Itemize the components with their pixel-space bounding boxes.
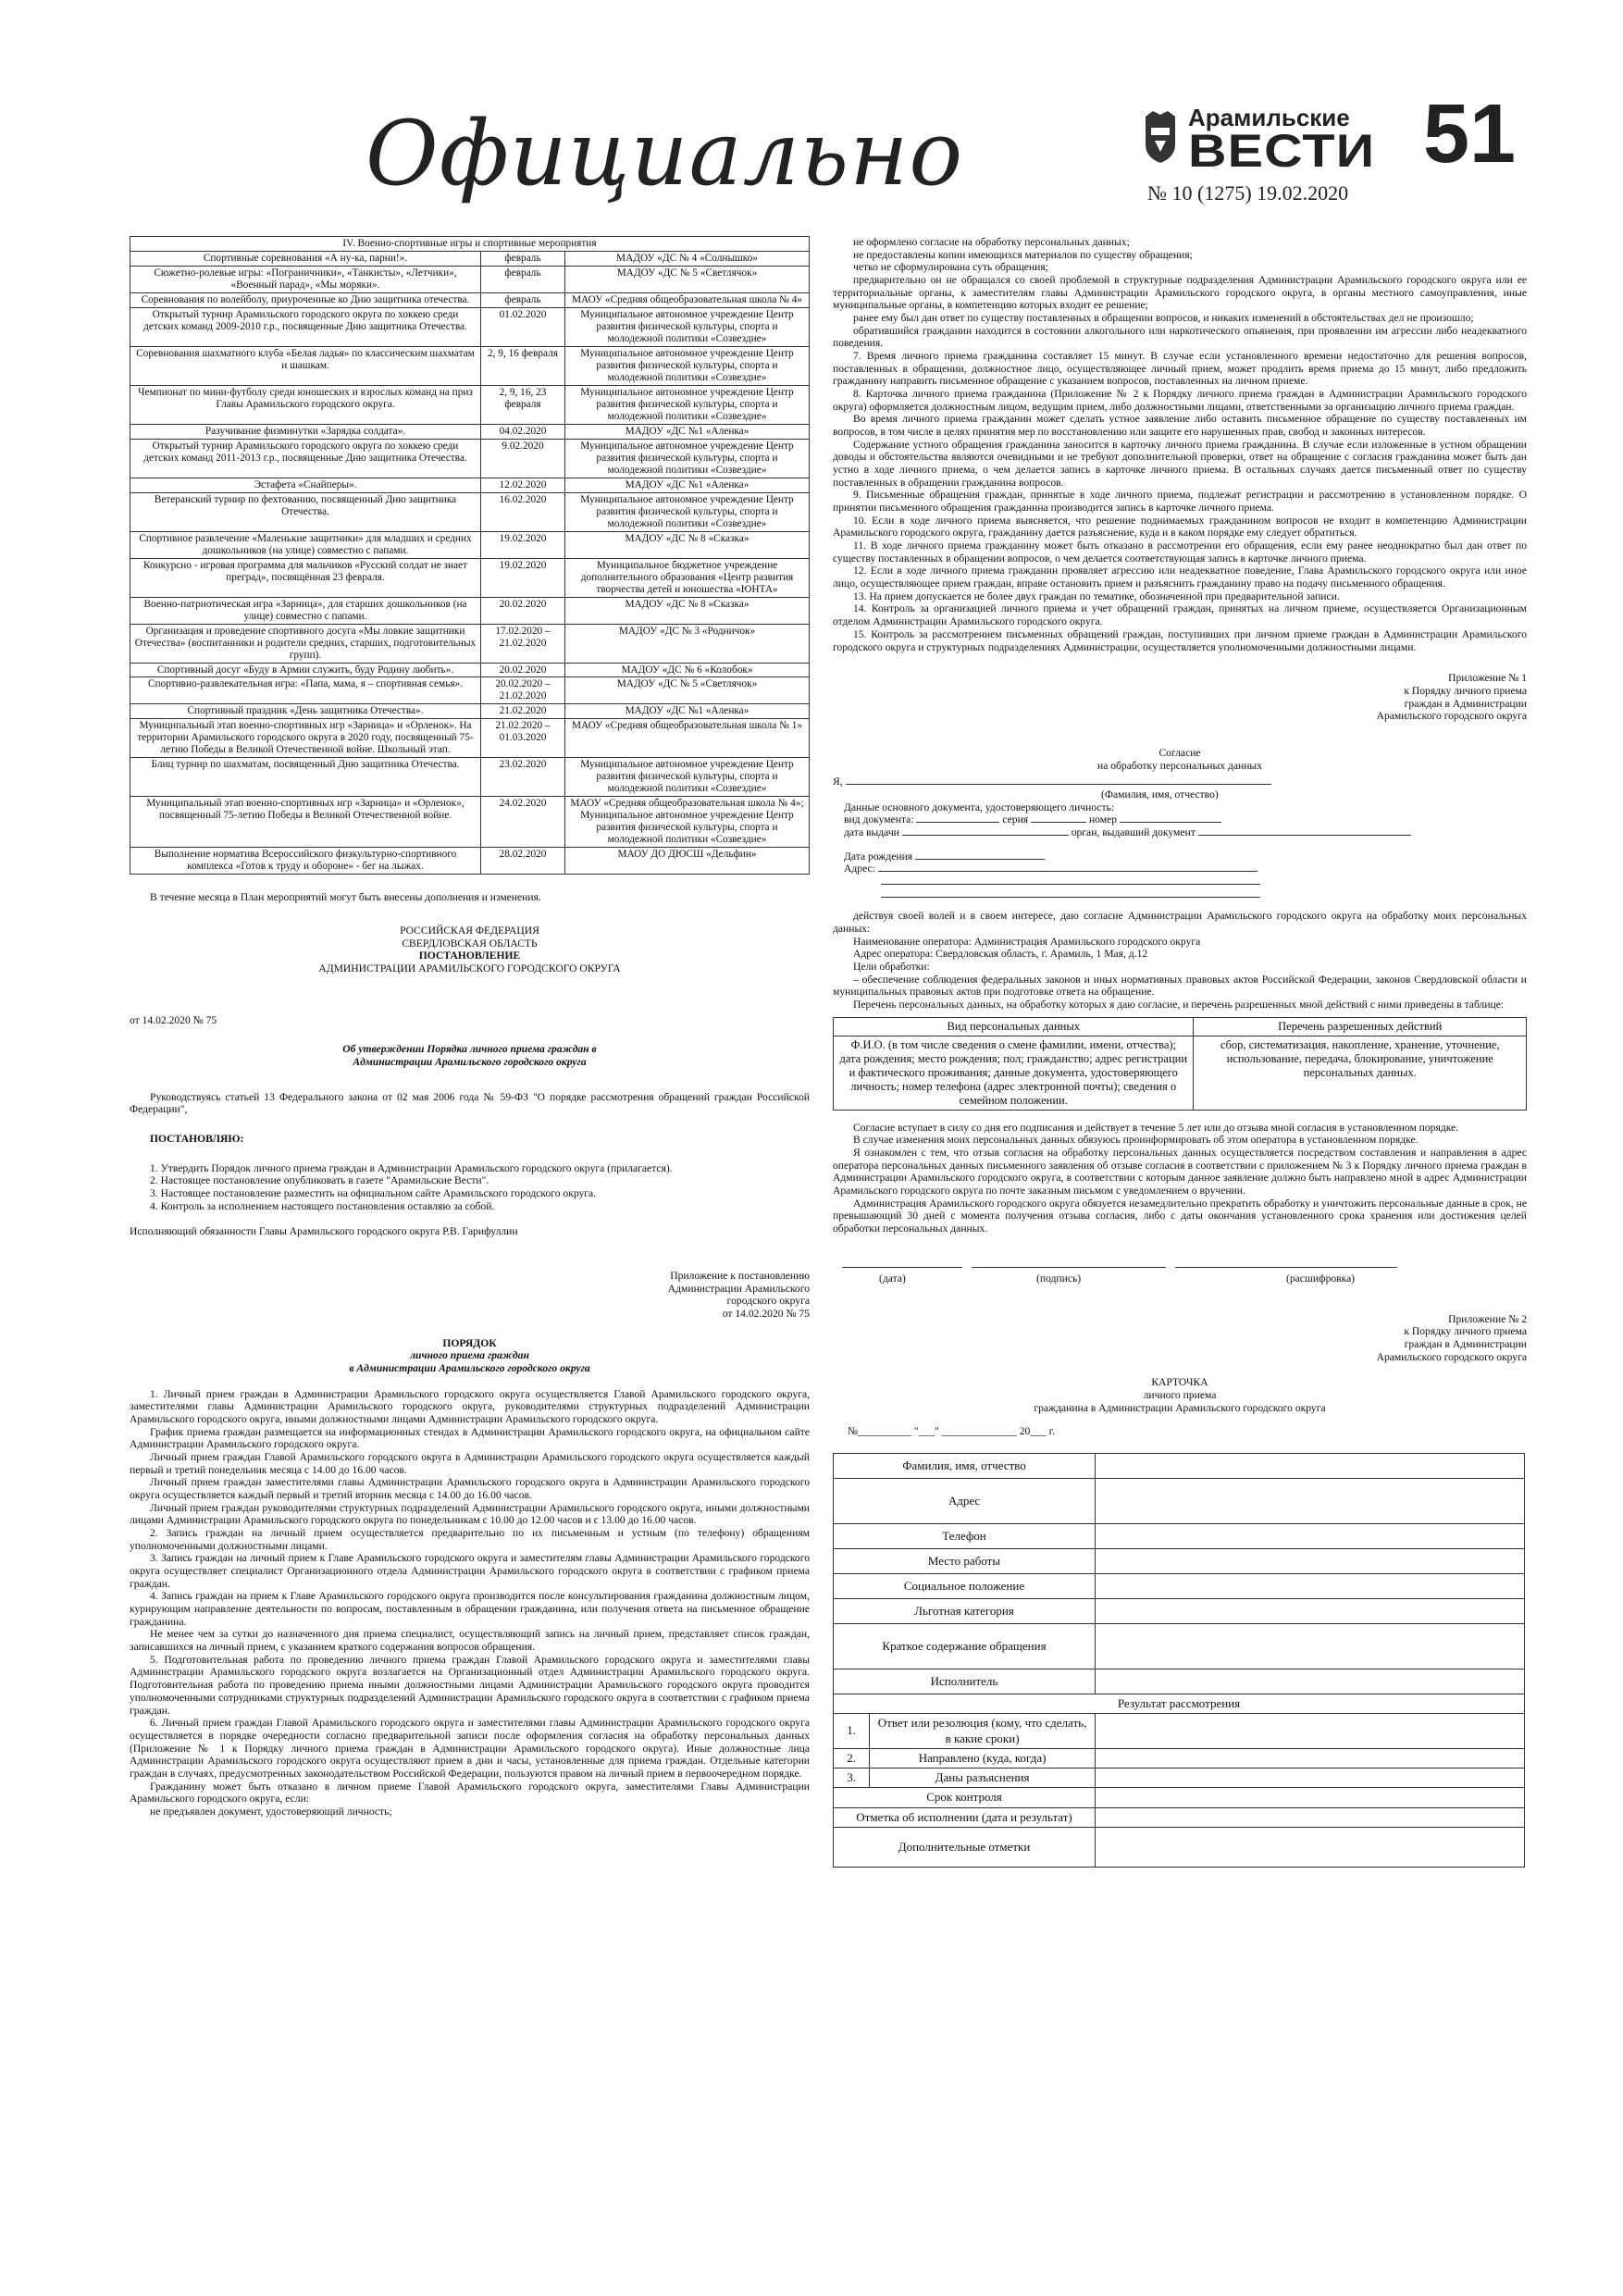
event-organizer: МАДОУ «ДС №1 «Аленка»: [565, 424, 810, 439]
card-title-line: гражданина в Администрации Арамильского городского округа: [1034, 1401, 1326, 1414]
event-organizer: МАДОУ «ДС № 5 «Светлячок»: [565, 677, 810, 704]
event-date: 21.02.2020: [481, 704, 565, 719]
order-paragraph: 10. Если в ходе личного приема выясняется, что решение поднимаемых гражданином вопросов не входит в компетенцию Администрации Арамильского городского округа, гражданину дается разъяснение, куда и в каком порядке ему следует обратиться.: [833, 514, 1527, 540]
card-row: [834, 1549, 1525, 1574]
event-name: Соревнования шахматного клуба «Белая ладья» по классическим шахматам и шашкам.: [130, 346, 481, 385]
decree-header-line: РОССИЙСКАЯ ФЕДЕРАЦИЯ: [400, 924, 539, 937]
card-result-heading: Результат рассмотрения: [834, 1694, 1525, 1714]
card-field-value: [1096, 1669, 1525, 1694]
logo-top-text: Арамильские: [1188, 104, 1350, 131]
events-table-row: [130, 439, 810, 478]
decree-title-line: Администрации Арамильского городского округа: [353, 1055, 587, 1068]
series-label: серия: [1002, 813, 1029, 826]
signature-block: [833, 1267, 1527, 1300]
order-paragraph: Личный прием граждан Главой Арамильского городского округа в Администрации Арамильского городского округа осуществляется каждый первый и третий понедельник месяца с 14.00 до 16.00 часов.: [130, 1451, 810, 1476]
event-date: 20.02.2020: [481, 663, 565, 677]
card-field-value: [1096, 1479, 1525, 1524]
signature-caption: (подпись): [1036, 1272, 1082, 1285]
card-field-label: Фамилия, имя, отчество: [834, 1454, 1096, 1479]
date-line: [842, 1267, 962, 1268]
card-row: [834, 1524, 1525, 1549]
event-name: Муниципальный этап военно-спортивных игр «Зарница» и «Орленок», посвященный 75-летию Победы в Великой Отечественной войне.: [130, 797, 481, 848]
consent-paragraph: Адрес оператора: Свердловская область, г. Арамиль, 1 Мая, д.12: [853, 948, 1148, 961]
event-organizer: Муниципальное автономное учреждение Центр развития физической культуры, спорта и молодежной политики «Созвездие»: [565, 385, 810, 424]
logo-main-text: ВЕСТИ: [1188, 125, 1376, 177]
decree-title: [130, 1043, 810, 1068]
order-paragraph: 7. Время личного приема гражданина составляет 15 минут. В случае если установленного времени недостаточно для решения вопросов, поставленных в обращении, должностное лицо, осуществляющее личный прием, может продлить время приема до 15 минут, либо предложить гражданину направить письменное обращение с указанием вопросов, поставленных на личном приеме.: [833, 350, 1527, 388]
consent-title: [833, 747, 1527, 772]
event-organizer: МАОУ «Средняя общеобразовательная школа № 4»: [565, 292, 810, 307]
events-table-row: [130, 558, 810, 597]
order-paragraph: не оформлено согласие на обработку персональных данных;: [853, 236, 1130, 248]
order-title: [130, 1337, 810, 1375]
card-field-value: [1096, 1807, 1525, 1827]
event-organizer: Муниципальное бюджетное учреждение дополнительного образования «Центр развития творчества детей и юношества «ЮНТА»: [565, 558, 810, 597]
appendix2-reference: [833, 1313, 1527, 1364]
card-row: [834, 1574, 1525, 1599]
event-date: 19.02.2020: [481, 558, 565, 597]
card-field-label: Отметка об исполнении (дата и результат): [834, 1807, 1096, 1827]
card-field-value: [1096, 1599, 1525, 1624]
birth-line: [915, 859, 1045, 860]
appendix1-ref-line: граждан в Администрации: [1404, 697, 1527, 710]
decree-point: 4. Контроль за исполнением настоящего постановления оставляю за собой.: [150, 1199, 495, 1212]
appendix2-ref-line: к Порядку личного приема: [1404, 1325, 1527, 1338]
order-paragraph: Личный прием граждан руководителями структурных подразделений Администрации Арамильского городского округа, иными должностными лицами Администрации Арамильского городского округа по понедельникам с 10.00 до 12.00 часов и с 13.00 до 16.00 часов.: [130, 1501, 810, 1527]
issuer-line: [1198, 835, 1411, 836]
card-row: [834, 1807, 1525, 1827]
appendix-ref-line: городского округа: [726, 1295, 810, 1308]
card-numbered-row: [834, 1748, 1525, 1768]
events-table: [130, 236, 810, 875]
event-date: февраль: [481, 251, 565, 266]
card-field-value: [1096, 1748, 1525, 1768]
card-row: [834, 1454, 1525, 1479]
after-table-note: В течение месяца в План мероприятий могут быть внесены дополнения и изменения.: [150, 891, 541, 904]
section-title: Официально: [365, 102, 964, 205]
event-date: февраль: [481, 292, 565, 307]
pd-header: Перечень разрешенных действий: [1194, 1017, 1527, 1036]
event-name: Разучивание физминутки «Зарядка солдата».: [130, 424, 481, 439]
consent-paragraph: Перечень персональных данных, на обработку которых я даю согласие, и перечень разрешенных мной действий с ними приведены в таблице:: [853, 998, 1505, 1011]
event-name: Открытый турнир Арамильского городского округа по хоккею среди детских команд 2009-2010 г.р., посвященные Дню защитника Отечества.: [130, 307, 481, 346]
event-date: 20.02.2020 – 21.02.2020: [481, 677, 565, 704]
order-paragraph: предварительно он не обращался со своей проблемой в структурные подразделения Администрации Арамильского городского округа или ее территориальные органы, к заместителям главы Администрации Арамильского городского округа, в органы местного самоуправления, иные муниципальные органы, в компетенцию которых входит ее решение;: [833, 274, 1527, 312]
card-field-value: [1096, 1524, 1525, 1549]
card-field-value: [1096, 1769, 1525, 1788]
decipher-caption: (расшифровка): [1286, 1272, 1356, 1285]
pd-header: Вид персональных данных: [834, 1017, 1194, 1036]
order-paragraph: 11. В ходе личного приема гражданину может быть отказано в рассмотрении его обращения, если ему ранее неоднократно был дан ответ по существу поставленных в обращении вопросов, о чем делается соответствующая запись в карточке личного приема.: [833, 540, 1527, 565]
decree-preamble: Руководствуясь статьей 13 Федерального закона от 02 мая 2006 года № 59-ФЗ "О порядке рассмотрения обращений граждан Российской Федерации",: [130, 1090, 810, 1116]
order-paragraph: Содержание устного обращения гражданина заносится в карточку личного приема гражданина. В случае если изложенные в устном обращении доводы и обстоятельства являются очевидными и не требуют дополнительной проверки, ответ на обращение с согласия гражданина может быть дан устно в ходе личного приема, о чем делается запись в карточке личного приема. В остальных случаях дается письменный ответ по существу поставленных в обращении гражданина вопросов.: [833, 438, 1527, 489]
events-table-row: [130, 424, 810, 439]
card-field-label: Ответ или резолюция (кому, что сделать, в какие сроки): [870, 1714, 1096, 1749]
appendix1-reference: [833, 672, 1527, 723]
events-table-row: [130, 307, 810, 346]
decree-point: 3. Настоящее постановление разместить на официальном сайте Арамильского городского округа.: [150, 1186, 597, 1199]
appendix1-ref-line: Приложение № 1: [1448, 672, 1527, 685]
consent-paragraph: – обеспечение соблюдения федеральных законов и иных нормативных правовых актов Российской Федерации, законов Свердловской области и муниципальных правовых актов при подготовке ответа на обращение.: [833, 973, 1527, 999]
order-paragraph: 12. Если в ходе личного приема гражданин проявляет агрессию или неадекватное поведение, Глава Арамильского городского округа или иное лицо, осуществляющее прием граждан, вправе остановить прием и разъяснить гражданину право на подачу письменного обращения.: [833, 565, 1527, 590]
order-paragraph: 5. Подготовительная работа по проведению личного приема граждан Главой Арамильского городского округа и заместителями главы Администрации Арамильского городского округа возлагается на Организационный отдел Администрации Арамильского городского округа. Подготовительная работа по проведению приема иными должностными лицами Администрации Арамильского городского округа проводится уполномоченными сотрудниками структурных подразделений Администрации Арамильского городского округа в соответствии с графиком приема граждан.: [130, 1653, 810, 1717]
doc-type-line: [916, 822, 999, 823]
consent-term-paragraph: Администрация Арамильского городского округа обязуется незамедлительно прекратить обработку и уничтожить персональные данные в срок, не превышающий 30 дней с момента получения отзыва согласия, либо с даты окончания установленного срока хранения или достижения целей обработки персональных данных.: [833, 1197, 1527, 1235]
newspaper-logo: [1140, 100, 1376, 177]
event-name: Муниципальный этап военно-спортивных игр «Зарница» и «Орленок». На территории Арамильского городского округа в 2020 году, посвященный 75-летию Победы в Великой Отечественной войне. Школьный этап.: [130, 719, 481, 758]
series-line: [1031, 822, 1086, 823]
events-table-row: [130, 266, 810, 292]
decree-resolve: ПОСТАНОВЛЯЮ:: [150, 1132, 244, 1145]
events-table-row: [130, 704, 810, 719]
event-date: 21.02.2020 – 01.03.2020: [481, 719, 565, 758]
card-field-label: Телефон: [834, 1524, 1096, 1549]
event-name: Спортивный праздник «День защитника Отечества».: [130, 704, 481, 719]
card-field-label: Место работы: [834, 1549, 1096, 1574]
event-name: Эстафета «Снайперы».: [130, 478, 481, 492]
card-field-value: [1096, 1714, 1525, 1749]
appendix-ref-line: Приложение к постановлению: [670, 1270, 810, 1282]
event-organizer: Муниципальное автономное учреждение Центр развития физической культуры, спорта и молодежной политики «Созвездие»: [565, 439, 810, 478]
order-paragraph: 4. Запись граждан на прием к Главе Арамильского городского округа производится после консультирования гражданина должностным лицом, курирующим направление деятельности по вопросам, поставленным в обращении гражданина, или получения ответа на письменное обращение гражданина.: [130, 1590, 810, 1628]
card-field-label: Адрес: [834, 1479, 1096, 1524]
order-paragraph: обратившийся гражданин находится в состоянии алкогольного или наркотического опьянения, при проявлении им агрессии либо неадекватного поведения.: [833, 324, 1527, 350]
event-date: февраль: [481, 266, 565, 292]
card-row-number: 1.: [834, 1714, 870, 1749]
decree-date: от 14.02.2020 № 75: [130, 1013, 217, 1026]
fio-hint: (Фамилия, имя, отчество): [1101, 788, 1219, 800]
consent-term-paragraph: Согласие вступает в силу со дня его подписания и действует в течение 5 лет или до отзыва мной согласия в установленном порядке.: [853, 1121, 1459, 1134]
card-field-label: Краткое содержание обращения: [834, 1624, 1096, 1669]
event-name: Блиц турнир по шахматам, посвященный Дню защитника Отечества.: [130, 758, 481, 797]
decree-header-line: АДМИНИСТРАЦИИ АРАМИЛЬСКОГО ГОРОДСКОГО ОКРУГА: [318, 962, 621, 974]
events-section-heading: IV. Военно-спортивные игры и спортивные мероприятия: [130, 237, 810, 252]
birth-label: Дата рождения: [844, 850, 913, 863]
consent-term-paragraph: Я ознакомлен с тем, что отзыв согласия на обработку персональных данных осуществляется посредством составления и направления в адрес оператора персональных данных письменного заявления об отзыве согласия в соответствии с приложением № 3 к Порядку личного приема граждан в Администрации Арамильского городского округа, в соответствии с которым данное заявление должно быть направлено мной в адрес Администрации Арамильского городского округа по почте заказным письмом с уведомлением о вручении.: [833, 1146, 1527, 1197]
event-date: 17.02.2020 – 21.02.2020: [481, 624, 565, 663]
consent-title-line: на обработку персональных данных: [1096, 759, 1262, 772]
event-organizer: МАДОУ «ДС №1 «Аленка»: [565, 478, 810, 492]
consent-paragraph: Наименование оператора: Администрация Арамильского городского округа: [853, 935, 1201, 948]
event-organizer: Муниципальное автономное учреждение Центр развития физической культуры, спорта и молодежной политики «Созвездие»: [565, 346, 810, 385]
consent-term-paragraph: В случае изменения моих персональных данных обязуюсь проинформировать об этом оператора в установленном порядке.: [853, 1134, 1419, 1147]
card-field-label: Льготная категория: [834, 1599, 1096, 1624]
card-field-value: [1096, 1827, 1525, 1867]
card-field-value: [1096, 1454, 1525, 1479]
card-number-line: №__________ "___" ______________ 20___ г.: [848, 1425, 1055, 1438]
consent-paragraph: действуя своей волей и в своем интересе, даю согласие Администрации Арамильского городского округа на обработку моих персональных данных:: [833, 910, 1527, 935]
order-title-line: личного приема граждан: [410, 1349, 529, 1362]
card-row: [834, 1669, 1525, 1694]
decree-point: 2. Настоящее постановление опубликовать в газете "Арамильские Вести".: [150, 1174, 489, 1187]
events-table-row: [130, 677, 810, 704]
card-field-value: [1096, 1788, 1525, 1807]
card-field-value: [1096, 1574, 1525, 1599]
card-row-number: 2.: [834, 1748, 870, 1768]
number-line: [1120, 822, 1221, 823]
address-label: Адрес:: [844, 863, 875, 875]
card-title-line: КАРТОЧКА: [1151, 1376, 1208, 1389]
appendix2-ref-line: Арамильского городского округа: [1376, 1350, 1527, 1363]
events-table-row: [130, 663, 810, 677]
order-paragraph: График приема граждан размещается на информационных стендах в Администрации Арамильского городского округа, на официальном сайте Администрации Арамильского городского округа.: [130, 1425, 810, 1451]
date-caption: (дата): [879, 1272, 906, 1285]
consent-paragraph: Цели обработки:: [853, 960, 930, 973]
card-result-row: [834, 1694, 1525, 1714]
order-paragraph: ранее ему был дан ответ по существу поставленных в обращении вопросов, и никаких изменений в обстоятельствах дел не произошло;: [853, 312, 1474, 325]
order-paragraph: 14. Контроль за организацией личного приема и учет обращений граждан, принятых на личном приеме, осуществляется Организационным отделом Администрации Арамильского городского округа.: [833, 602, 1527, 628]
events-table-row: [130, 251, 810, 266]
card-field-label: Дополнительные отметки: [834, 1827, 1096, 1867]
order-paragraph: 3. Запись граждан на личный прием к Главе Арамильского городского округа и заместителям главы Администрации Арамильского городского округа осуществляет специалист Организационного отдела Администрации Арамильского городского округа в соответствии с графиком приема граждан.: [130, 1552, 810, 1590]
decree-point: 1. Утвердить Порядок личного приема граждан в Администрации Арамильского городского округа (прилагается).: [150, 1161, 673, 1174]
card-field-value: [1096, 1549, 1525, 1574]
doc-type-label: вид документа:: [844, 813, 914, 826]
card-row: [834, 1599, 1525, 1624]
event-name: Открытый турнир Арамильского городского округа по хоккею среди детских команд 2011-2013 г.р., посвященные Дню защитника Отечества.: [130, 439, 481, 478]
decree-signature: Исполняющий обязанности Главы Арамильского городского округа Р.В. Гарифуллин: [130, 1225, 518, 1238]
event-organizer: МАДОУ «ДС № 4 «Солнышко»: [565, 251, 810, 266]
consent-title-line: Согласие: [1158, 746, 1201, 759]
consent-paragraphs: [833, 910, 1527, 1011]
personal-data-table: [833, 1017, 1527, 1111]
event-name: Ветеранский турнир по фехтованию, посвященный Дню защитника Отечества.: [130, 492, 481, 531]
event-name: Спортивные соревнования «А ну-ка, парни!».: [130, 251, 481, 266]
order-title-line: ПОРЯДОК: [442, 1336, 497, 1349]
card-row: [834, 1624, 1525, 1669]
event-name: Сюжетно-ролевые игры: «Пограничники», «Танкисты», «Летчики», «Военный парад», «Мы моряки».: [130, 266, 481, 292]
event-organizer: МАДОУ «ДС № 8 «Сказка»: [565, 531, 810, 558]
event-organizer: МАДОУ «ДС № 6 «Колобок»: [565, 663, 810, 677]
event-date: 04.02.2020: [481, 424, 565, 439]
card-row: [834, 1788, 1525, 1807]
event-date: 01.02.2020: [481, 307, 565, 346]
number-label: номер: [1088, 813, 1118, 826]
appendix1-ref-line: к Порядку личного приема: [1404, 684, 1527, 697]
event-organizer: МАОУ ДО ДЮСШ «Дельфин»: [565, 848, 810, 875]
card-field-label: Социальное положение: [834, 1574, 1096, 1599]
order-paragraph: 9. Письменные обращения граждан, принятые в ходе личного приема, подлежат регистрации и рассмотрению в установленном порядке. О принятии письменного обращения гражданина производится запись в карточке личного приема.: [833, 489, 1527, 515]
card-numbered-row: [834, 1769, 1525, 1788]
order-paragraph: Гражданину может быть отказано в личном приеме Главой Арамильского городского округа, заместителями Главы Администрации Арамильского городского округа, если:: [130, 1780, 810, 1806]
event-date: 19.02.2020: [481, 531, 565, 558]
issue-date-label: дата выдачи: [844, 825, 899, 838]
left-column: [130, 236, 810, 1818]
events-table-row: [130, 624, 810, 663]
event-organizer: Муниципальное автономное учреждение Центр развития физической культуры, спорта и молодежной политики «Созвездие»: [565, 758, 810, 797]
events-table-row: [130, 531, 810, 558]
event-organizer: МАОУ «Средняя общеобразовательная школа № 4»; Муниципальное автономное учреждение Центр развития физической культуры, спорта и молодежной политики «Созвездие»: [565, 797, 810, 848]
event-name: Спортивное развлечение «Маленькие защитники» для младших и средних дошкольников (на улице) совместно с папами.: [130, 531, 481, 558]
event-date: 2, 9, 16, 23 февраля: [481, 385, 565, 424]
signature-line: [972, 1267, 1166, 1268]
pd-cell: Ф.И.О. (в том числе сведения о смене фамилии, имени, отчества); дата рождения; место рождения; пол; гражданство; адрес регистрации и фактического проживания; данные документа, удостоверяющего личность; номер телефона (адрес электронной почты); сведения о семейном положении.: [834, 1036, 1194, 1110]
decree-title-line: Об утверждении Порядка личного приема граждан в: [342, 1043, 597, 1056]
order-paragraphs: [130, 1388, 810, 1818]
order-paragraph: Не менее чем за сутки до назначенного дня приема специалист, осуществляющий запись на личный прием, представляет список граждан, записавшихся на личный прием, с указанием краткого содержания вопросов обращения.: [130, 1628, 810, 1654]
order-paragraph: 13. На прием допускается не более двух граждан по тематике, обозначенной при предварительной записи.: [853, 590, 1340, 602]
event-name: Конкурсно - игровая программа для мальчиков «Русский солдат не знает преград», посвящённая 23 февраля.: [130, 558, 481, 597]
coat-of-arms-icon: [1140, 107, 1181, 165]
events-table-row: [130, 797, 810, 848]
appendix-reference: [130, 1270, 810, 1321]
event-date: 24.02.2020: [481, 797, 565, 848]
decree-header-line: СВЕРДЛОВСКАЯ ОБЛАСТЬ: [402, 937, 538, 949]
right-column: [833, 236, 1527, 1868]
card-field-label: Даны разъяснения: [870, 1769, 1096, 1788]
pd-cell: сбор, систематизация, накопление, хранение, уточнение, использование, передача, блокирование, уничтожение персональных данных.: [1194, 1036, 1527, 1110]
event-date: 2, 9, 16 февраля: [481, 346, 565, 385]
order-title-line: в Администрации Арамильского городского округа: [349, 1362, 590, 1375]
consent-form-fields: [833, 776, 1527, 900]
event-name: Военно-патриотическая игра «Зарница», для старших дошкольников (на улице) совместно с папами.: [130, 597, 481, 624]
card-field-label: Исполнитель: [834, 1669, 1096, 1694]
events-table-row: [130, 597, 810, 624]
event-organizer: МАДОУ «ДС № 5 «Светлячок»: [565, 266, 810, 292]
address-line: [881, 897, 1260, 898]
order-paragraph: 8. Карточка личного приема гражданина (Приложение № 2 к Порядку личного приема граждан в Администрации Арамильского городского округа) оформляется должностным лицом, ведущим прием, либо должностными лицами, ответственными за организацию личного приема граждан.: [833, 388, 1527, 413]
events-table-row: [130, 346, 810, 385]
appendix-ref-line: от 14.02.2020 № 75: [722, 1308, 810, 1321]
event-date: 12.02.2020: [481, 478, 565, 492]
event-name: Организация и проведение спортивного досуга «Мы ловкие защитники Отечества» (воспитанники и родители средних, старших, подготовительных групп).: [130, 624, 481, 663]
decree-points: [130, 1162, 810, 1213]
event-name: Чемпионат по мини-футболу среди юношеских и взрослых команд на приз Главы Арамильского городского округа.: [130, 385, 481, 424]
order-paragraph: 1. Личный прием граждан в Администрации Арамильского городского округа осуществляется Главой Арамильского городского округа, заместителями главы Администрации Арамильского городского округа, руководителями структурных подразделений Администрации Арамильского городского округа, иными должностными лицами Администрации Арамильского городского округа.: [130, 1387, 810, 1426]
card-row: [834, 1479, 1525, 1524]
events-table-row: [130, 478, 810, 492]
card-field-value: [1096, 1624, 1525, 1669]
reception-card-table: [833, 1453, 1525, 1868]
event-name: Выполнение норматива Всероссийского физкультурно-спортивного комплекса «Готов к труду и обороне» - бег на лыжах.: [130, 848, 481, 875]
event-date: 9.02.2020: [481, 439, 565, 478]
order-continuation: [833, 236, 1527, 653]
address-line: [878, 871, 1258, 872]
fio-line: [846, 784, 1271, 785]
issue-date-line: [902, 835, 1069, 836]
event-organizer: МАДОУ «ДС № 8 «Сказка»: [565, 597, 810, 624]
consent-i-label: Я,: [833, 776, 843, 788]
event-organizer: МАДОУ «ДС №1 «Аленка»: [565, 704, 810, 719]
appendix-ref-line: Администрации Арамильского: [667, 1282, 810, 1295]
order-paragraph: четко не сформулирована суть обращения;: [853, 261, 1048, 274]
decree-header-line: ПОСТАНОВЛЕНИЕ: [418, 949, 521, 962]
event-name: Спортивно-развлекательная игра: «Папа, мама, я – спортивная семья».: [130, 677, 481, 704]
event-date: 20.02.2020: [481, 597, 565, 624]
events-table-row: [130, 758, 810, 797]
order-paragraph: 2. Запись граждан на личный прием осуществляется предварительно по их письменным и устным (по телефону) обращениям уполномоченными должностными лицами.: [130, 1527, 810, 1552]
card-field-label: Срок контроля: [834, 1788, 1096, 1807]
order-paragraph: 6. Личный прием граждан Главой Арамильского городского округа и заместителями главы Администрации Арамильского городского округа осуществляется в порядке очередности согласно предварительной записи после оформления согласия на обработку персональных данных (Приложение № 1 к Порядку личного приема граждан в Администрации Арамильского городского округа). Иные должностные лица Администрации Арамильского городского округа осуществляют прием в дни и часы, установленные для приема граждан. Отдельные категории граждан в случаях, предусмотренных законодательством Российской Федерации, пользуются правом на личный прием в первоочередном порядке.: [130, 1717, 810, 1780]
order-paragraph: не предоставлены копии имеющихся материалов по существу обращения;: [853, 248, 1193, 261]
card-numbered-row: [834, 1714, 1525, 1749]
events-table-row: [130, 385, 810, 424]
issuer-label: орган, выдавший документ: [1071, 825, 1196, 838]
card-row: [834, 1827, 1525, 1867]
card-title-line: личного приема: [1143, 1389, 1217, 1402]
order-paragraph: 15. Контроль за рассмотрением письменных обращений граждан, поступивших при личном приеме граждан в Администрации Арамильского городского округа и структурных подразделениях Администрации, осуществляется уполномоченными должностными лицами.: [833, 627, 1527, 653]
decipher-line: [1175, 1267, 1397, 1268]
card-row-number: 3.: [834, 1769, 870, 1788]
event-date: 23.02.2020: [481, 758, 565, 797]
appendix2-ref-line: Приложение № 2: [1448, 1312, 1527, 1325]
order-paragraph: Личный прием граждан заместителями главы Администрации Арамильского городского округа в Администрации Арамильского городского округа осуществляется каждый первый и третий вторник месяца с 14.00 до 16.00 часов.: [130, 1476, 810, 1502]
event-date: 28.02.2020: [481, 848, 565, 875]
issue-number: № 10 (1275) 19.02.2020: [1147, 181, 1349, 205]
decree-header: [130, 925, 810, 975]
event-organizer: Муниципальное автономное учреждение Центр развития физической культуры, спорта и молодежной политики «Созвездие»: [565, 307, 810, 346]
events-table-row: [130, 292, 810, 307]
event-organizer: МАДОУ «ДС № 3 «Родничок»: [565, 624, 810, 663]
address-line: [881, 884, 1260, 885]
card-field-label: Направлено (куда, когда): [870, 1748, 1096, 1768]
order-paragraph: Во время личного приема гражданин может сделать устное заявление либо оставить письменное обращение по существу поставленных им вопросов, в том числе в целях принятия мер по восстановлению или защите его нарушенных прав, свобод и законных интересов.: [833, 413, 1527, 439]
event-name: Соревнования по волейболу, приуроченные ко Дню защитника отечества.: [130, 292, 481, 307]
events-table-row: [130, 492, 810, 531]
appendix1-ref-line: Арамильского городского округа: [1376, 710, 1527, 723]
event-date: 16.02.2020: [481, 492, 565, 531]
event-organizer: МАОУ «Средняя общеобразовательная школа № 1»: [565, 719, 810, 758]
consent-terms: [833, 1122, 1527, 1235]
order-paragraph: не предъявлен документ, удостоверяющий личность;: [150, 1805, 392, 1818]
events-table-row: [130, 848, 810, 875]
card-title: [833, 1376, 1527, 1414]
event-organizer: Муниципальное автономное учреждение Центр развития физической культуры, спорта и молодежной политики «Созвездие»: [565, 492, 810, 531]
appendix2-ref-line: граждан в Администрации: [1404, 1338, 1527, 1351]
page-number: 51: [1423, 88, 1517, 180]
doc-label: Данные основного документа, удостоверяющего личность:: [844, 800, 1115, 813]
events-table-row: [130, 719, 810, 758]
event-name: Спортивный досуг «Буду в Армии служить, буду Родину любить».: [130, 663, 481, 677]
